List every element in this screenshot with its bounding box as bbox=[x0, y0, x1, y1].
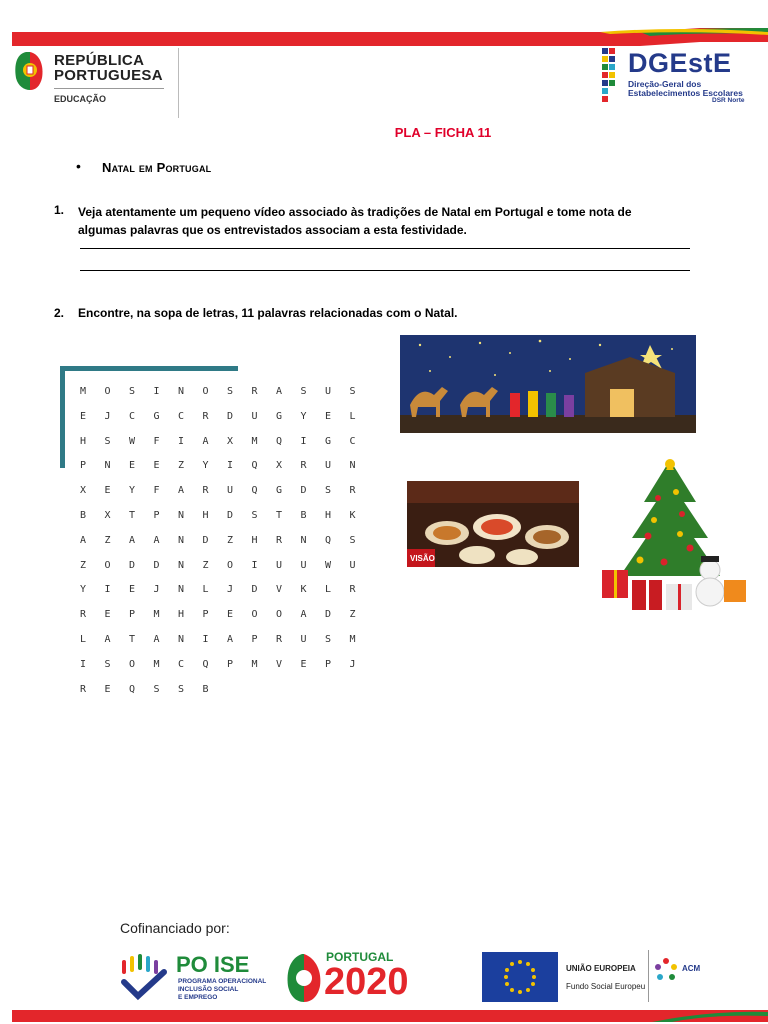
word-search-letter: U bbox=[227, 485, 234, 497]
christmas-tree-image bbox=[584, 452, 756, 620]
word-search-letter: X bbox=[80, 485, 87, 497]
poise-subtitle-1: PROGRAMA OPERACIONAL bbox=[178, 978, 267, 985]
footer-divider bbox=[648, 950, 649, 1002]
header-vertical-divider bbox=[178, 48, 179, 118]
word-search-letter: E bbox=[129, 584, 136, 596]
word-search-letter: A bbox=[104, 633, 111, 645]
word-search-letter: B bbox=[80, 509, 87, 521]
word-search-letter: C bbox=[349, 435, 356, 447]
acm-logo-icon bbox=[652, 956, 680, 984]
word-search-letter: U bbox=[251, 410, 258, 422]
word-search-letter: C bbox=[178, 658, 185, 670]
word-search-letter: E bbox=[325, 410, 332, 422]
republica-portuguesa-emblem-icon bbox=[12, 48, 46, 92]
dgeste-title: DGEstE bbox=[628, 48, 732, 78]
word-search-letter: A bbox=[153, 534, 160, 546]
word-search-letter: P bbox=[202, 609, 209, 621]
word-search-accent-left bbox=[60, 366, 65, 468]
question-1-number: 1. bbox=[54, 203, 65, 217]
word-search-letter: E bbox=[104, 485, 111, 497]
word-search-letter: E bbox=[104, 609, 111, 621]
word-search-letter: P bbox=[129, 609, 136, 621]
word-search-letter: S bbox=[349, 534, 356, 546]
word-search-letter: E bbox=[80, 410, 87, 422]
question-2-number: 2. bbox=[54, 306, 65, 320]
word-search-letter: D bbox=[227, 410, 234, 422]
word-search-letter: D bbox=[129, 559, 136, 571]
word-search-letter: J bbox=[349, 658, 356, 670]
word-search-letter: U bbox=[349, 559, 356, 571]
word-search-letter: M bbox=[80, 386, 87, 397]
word-search-letter: E bbox=[104, 683, 111, 695]
word-search-letter: V bbox=[276, 658, 283, 670]
poise-logo-icon bbox=[118, 950, 170, 1002]
word-search-letter: U bbox=[300, 633, 307, 645]
word-search-letter: H bbox=[178, 609, 185, 621]
word-search-letter: E bbox=[227, 609, 234, 621]
word-search-letter: M bbox=[251, 658, 258, 670]
question-1-text: Veja atentamente um pequeno vídeo associado às tradições de Natal em Portugal e tome nota de algumas palavras que os entrevistados associam a esta festividade. bbox=[78, 205, 632, 237]
word-search-letter: A bbox=[276, 386, 283, 397]
section-heading: Natal em Portugal bbox=[102, 160, 212, 175]
portugal-2020-year: 2020 bbox=[324, 961, 409, 1003]
eu-flag-icon bbox=[482, 952, 558, 1002]
word-search-letter: L bbox=[325, 584, 332, 596]
document-title: PLA – FICHA 11 bbox=[394, 125, 492, 140]
word-search-letter: R bbox=[202, 485, 209, 497]
poise-subtitle-3: E EMPREGO bbox=[178, 994, 218, 1001]
republica-portuguesa-line2: PORTUGUESA bbox=[54, 67, 163, 84]
word-search-letter: H bbox=[80, 435, 87, 447]
word-search-letter: N bbox=[178, 584, 185, 596]
word-search-letter: G bbox=[153, 410, 160, 422]
dgeste-subtitle-line1: Direção-Geral dos bbox=[628, 79, 702, 89]
word-search-letter: X bbox=[227, 435, 234, 447]
eu-title: UNIÃO EUROPEIA bbox=[566, 964, 636, 973]
cofinanced-label: Cofinanciado por: bbox=[120, 920, 230, 936]
word-search-letter: Z bbox=[104, 534, 111, 546]
nativity-scene-image bbox=[400, 335, 696, 433]
word-search-letter: X bbox=[104, 509, 111, 521]
word-search-letter: S bbox=[349, 386, 356, 397]
dgeste-subtitle-line2: Estabelecimentos Escolares bbox=[628, 88, 743, 98]
word-search-letter: R bbox=[276, 534, 283, 546]
word-search-letter: M bbox=[251, 435, 258, 447]
word-search-grid bbox=[80, 386, 374, 708]
word-search-accent-top bbox=[60, 366, 238, 371]
word-search-letter: H bbox=[202, 509, 209, 521]
word-search-letter: D bbox=[251, 584, 258, 596]
educacao-label: EDUCAÇÃO bbox=[54, 94, 107, 104]
word-search-letter: Z bbox=[227, 534, 234, 546]
word-search-letter: R bbox=[349, 584, 356, 596]
word-search-letter: M bbox=[349, 633, 356, 645]
word-search-letter: A bbox=[178, 485, 185, 497]
word-search-letter: S bbox=[325, 633, 332, 645]
word-search-letter: S bbox=[153, 683, 160, 695]
word-search-letter: Z bbox=[202, 559, 209, 571]
word-search-letter: Q bbox=[325, 534, 332, 546]
word-search-letter: D bbox=[202, 534, 209, 546]
word-search-letter: E bbox=[129, 460, 136, 472]
word-search-letter: P bbox=[227, 658, 234, 670]
word-search-letter: J bbox=[153, 584, 160, 596]
word-search-letter: R bbox=[300, 460, 307, 472]
word-search-letter: R bbox=[276, 633, 283, 645]
word-search-letter: S bbox=[251, 509, 258, 521]
word-search-letter: L bbox=[202, 584, 209, 596]
word-search-letter: N bbox=[349, 460, 356, 472]
word-search-letter: Q bbox=[129, 683, 136, 695]
word-search-letter: H bbox=[325, 509, 332, 521]
word-search-letter: I bbox=[227, 460, 234, 472]
word-search-letter: D bbox=[227, 509, 234, 521]
word-search-letter: P bbox=[80, 460, 87, 472]
word-search-letter: E bbox=[300, 658, 307, 670]
word-search-letter: N bbox=[300, 534, 307, 546]
word-search-letter: Q bbox=[251, 485, 258, 497]
word-search-letter: O bbox=[202, 386, 209, 397]
word-search-letter: A bbox=[202, 435, 209, 447]
word-search-letter: I bbox=[300, 435, 307, 447]
word-search-letter: O bbox=[251, 609, 258, 621]
word-search-letter: S bbox=[325, 485, 332, 497]
word-search-letter: Z bbox=[178, 460, 185, 472]
word-search-letter: F bbox=[153, 485, 160, 497]
word-search-letter: U bbox=[300, 559, 307, 571]
word-search-letter: I bbox=[80, 658, 87, 670]
answer-line-1 bbox=[80, 248, 690, 249]
word-search-letter: Z bbox=[349, 609, 356, 621]
word-search-letter: V bbox=[276, 584, 283, 596]
word-search-letter: Y bbox=[202, 460, 209, 472]
word-search-letter: A bbox=[153, 633, 160, 645]
word-search-letter: L bbox=[80, 633, 87, 645]
word-search-letter: R bbox=[349, 485, 356, 497]
word-search-letter: G bbox=[276, 410, 283, 422]
word-search-letter: S bbox=[227, 386, 234, 397]
word-search-letter: R bbox=[80, 609, 87, 621]
word-search-letter: D bbox=[325, 609, 332, 621]
word-search-letter: O bbox=[104, 386, 111, 397]
word-search-letter: S bbox=[129, 386, 136, 397]
word-search-letter: U bbox=[325, 460, 332, 472]
section-bullet: • bbox=[76, 158, 81, 174]
word-search-letter: S bbox=[104, 658, 111, 670]
word-search-letter: Z bbox=[80, 559, 87, 571]
header-divider bbox=[54, 88, 164, 89]
word-search-letter: H bbox=[251, 534, 258, 546]
word-search-letter: S bbox=[178, 683, 185, 695]
word-search-letter: N bbox=[178, 534, 185, 546]
word-search-letter: R bbox=[251, 386, 258, 397]
word-search-letter: B bbox=[202, 683, 209, 695]
word-search-letter: U bbox=[276, 559, 283, 571]
portugal-label: PORTUGAL bbox=[326, 950, 394, 964]
word-search-letter: R bbox=[202, 410, 209, 422]
word-search-letter: F bbox=[153, 435, 160, 447]
word-search-letter: G bbox=[325, 435, 332, 447]
word-search-letter: I bbox=[251, 559, 258, 571]
word-search-letter: Q bbox=[276, 435, 283, 447]
word-search-letter: P bbox=[251, 633, 258, 645]
word-search-letter: E bbox=[153, 460, 160, 472]
bottom-ribbon bbox=[12, 1010, 768, 1022]
word-search-letter: Q bbox=[202, 658, 209, 670]
word-search-letter: U bbox=[325, 386, 332, 397]
word-search-letter: T bbox=[129, 509, 136, 521]
word-search-letter: Q bbox=[251, 460, 258, 472]
word-search-letter: J bbox=[227, 584, 234, 596]
word-search-letter: A bbox=[129, 534, 136, 546]
word-search-letter: N bbox=[178, 386, 185, 397]
word-search-letter: M bbox=[153, 658, 160, 670]
word-search-letter: Y bbox=[129, 485, 136, 497]
word-search-letter: A bbox=[80, 534, 87, 546]
word-search-letter: I bbox=[153, 386, 160, 397]
word-search-letter: A bbox=[227, 633, 234, 645]
word-search-letter: B bbox=[300, 509, 307, 521]
portugal-2020-emblem-icon bbox=[284, 952, 324, 1004]
word-search-letter: K bbox=[300, 584, 307, 596]
word-search-letter: C bbox=[129, 410, 136, 422]
word-search-letter: I bbox=[178, 435, 185, 447]
dgeste-subtitle-line3: DSR Norte bbox=[712, 97, 745, 104]
word-search-letter: Y bbox=[80, 584, 87, 596]
word-search-letter: O bbox=[104, 559, 111, 571]
word-search-letter: X bbox=[276, 460, 283, 472]
word-search-letter: I bbox=[104, 584, 111, 596]
word-search-letter: G bbox=[276, 485, 283, 497]
republica-portuguesa-line1: REPÚBLICA bbox=[54, 52, 145, 69]
word-search-letter: D bbox=[153, 559, 160, 571]
word-search-letter: P bbox=[153, 509, 160, 521]
word-search-letter: R bbox=[80, 683, 87, 695]
word-search-letter: P bbox=[325, 658, 332, 670]
word-search-letter: K bbox=[349, 509, 356, 521]
word-search-letter: T bbox=[129, 633, 136, 645]
word-search-letter: A bbox=[300, 609, 307, 621]
word-search-letter: Y bbox=[300, 410, 307, 422]
word-search-letter: S bbox=[300, 386, 307, 397]
eu-subtitle: Fundo Social Europeu bbox=[566, 982, 646, 991]
word-search-letter: M bbox=[153, 609, 160, 621]
word-search-letter: J bbox=[104, 410, 111, 422]
word-search-letter: D bbox=[300, 485, 307, 497]
word-search-letter: L bbox=[349, 410, 356, 422]
word-search-letter: C bbox=[178, 410, 185, 422]
word-search-letter: O bbox=[129, 658, 136, 670]
word-search-letter: W bbox=[325, 559, 332, 571]
word-search-letter: N bbox=[104, 460, 111, 472]
word-search-letter: N bbox=[178, 559, 185, 571]
word-search-letter: N bbox=[178, 633, 185, 645]
question-2-text: Encontre, na sopa de letras, 11 palavras relacionadas com o Natal. bbox=[78, 306, 458, 320]
answer-line-2 bbox=[80, 270, 690, 271]
word-search-letter: S bbox=[104, 435, 111, 447]
word-search-letter: W bbox=[129, 435, 136, 447]
word-search-letter: N bbox=[178, 509, 185, 521]
poise-subtitle-2: INCLUSÃO SOCIAL bbox=[178, 986, 239, 993]
food-image-caption: VISÃO bbox=[410, 554, 435, 563]
word-search-letter: I bbox=[202, 633, 209, 645]
word-search-letter: O bbox=[276, 609, 283, 621]
word-search-letter: O bbox=[227, 559, 234, 571]
poise-title: PO ISE bbox=[176, 952, 250, 977]
word-search-letter: T bbox=[276, 509, 283, 521]
acm-label: ACM bbox=[682, 964, 701, 973]
